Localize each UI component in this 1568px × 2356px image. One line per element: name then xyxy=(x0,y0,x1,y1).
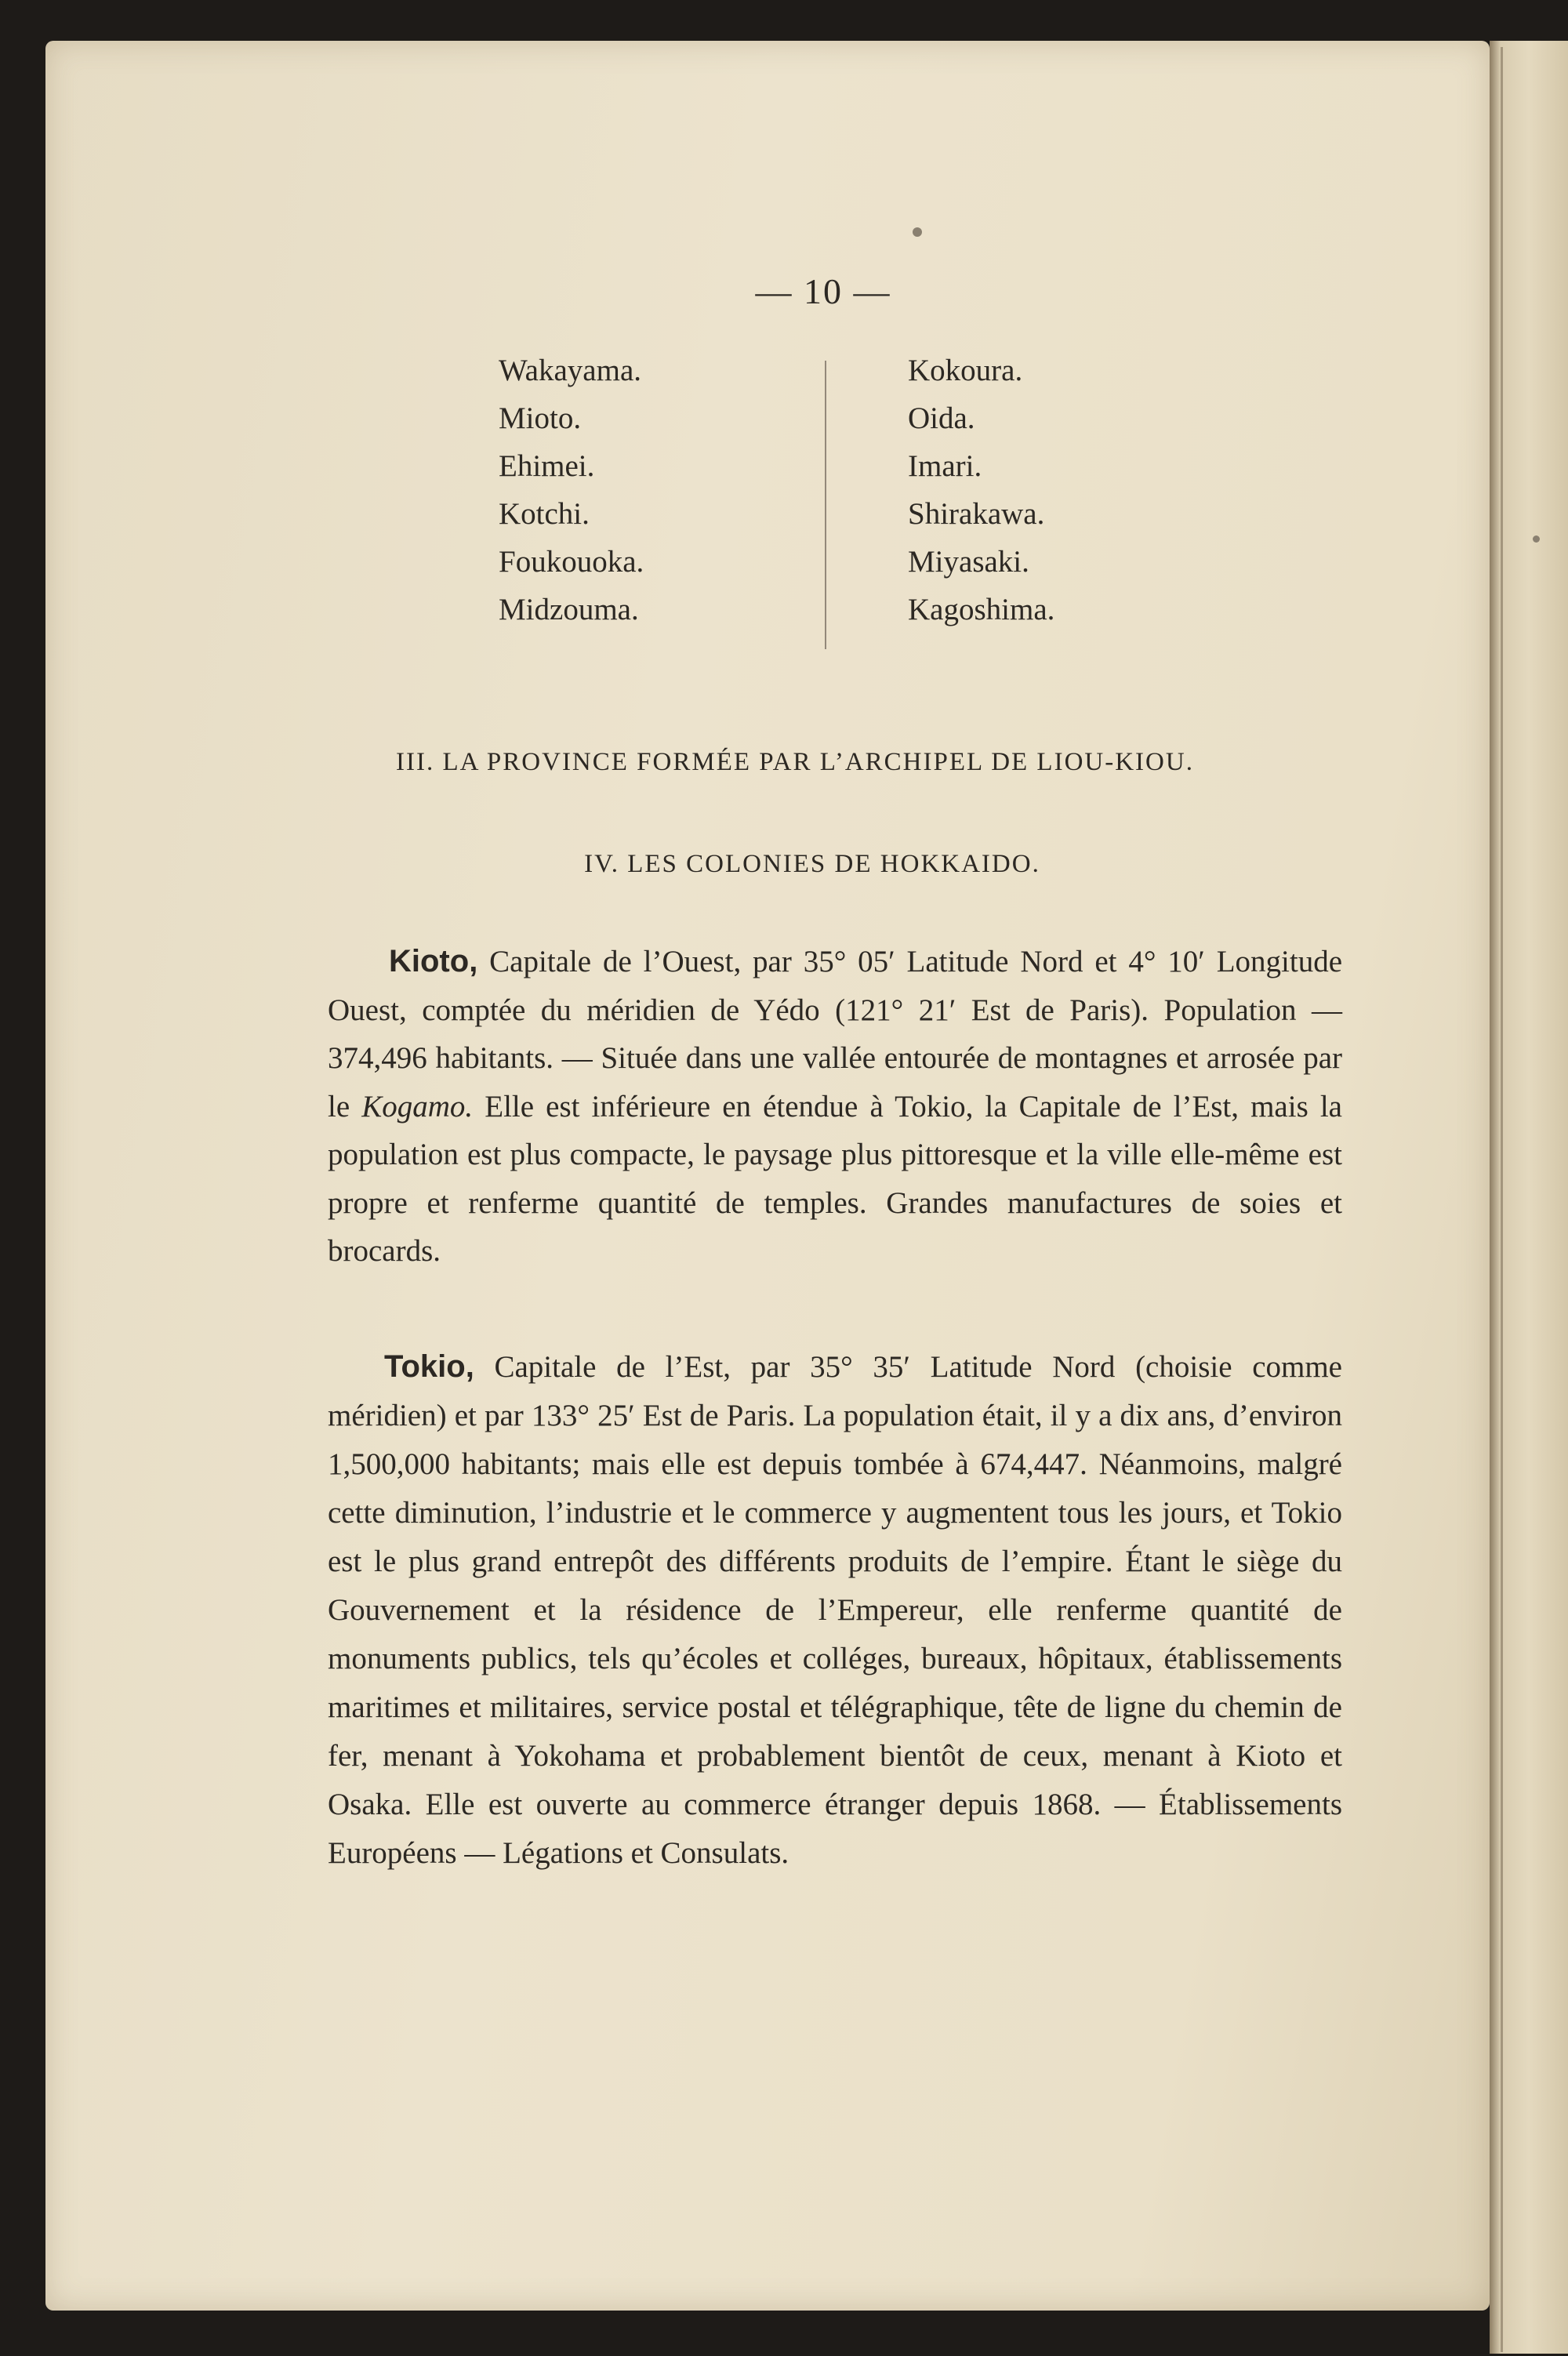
list-item: Kokoura. xyxy=(908,354,1023,387)
paragraph-text: Elle est inférieure en étendue à Tokio, la Capitale de l’Est, mais la population est plus compacte, le paysage plus pittoresque et la ville elle-même est propre et renferme quantité de temples. Grandes manufactures de soies et brocards. xyxy=(328,1089,1342,1268)
ink-speck xyxy=(913,227,922,237)
column-divider xyxy=(825,361,826,649)
paragraph-lead-kioto: Kioto, xyxy=(389,944,478,978)
page-number: — 10 — xyxy=(755,271,891,311)
paragraph-lead-tokio: Tokio, xyxy=(384,1349,474,1384)
list-item: Shirakawa. xyxy=(908,497,1045,531)
page-edge-shadow xyxy=(1501,47,1503,2352)
paragraph-kioto xyxy=(328,938,1342,1276)
list-item: Midzouma. xyxy=(499,593,639,626)
list-item: Wakayama. xyxy=(499,354,642,387)
list-item: Kagoshima. xyxy=(908,593,1055,626)
paragraph-text: Capitale de l’Ouest, par 35° 05′ Latitude Nord et 4° 10′ Longitude Ouest, comptée du méridien de Yédo (121° 21′ Est de Paris). Population — 374,496 habitants. — Située dans une vallée entourée de montagnes et arrosée par le xyxy=(328,945,1342,1124)
list-item: Kotchi. xyxy=(499,497,590,531)
ink-speck xyxy=(1533,535,1540,543)
prefecture-list-left xyxy=(499,347,644,633)
list-item: Miyasaki. xyxy=(908,545,1029,579)
list-item: Mioto. xyxy=(499,401,582,435)
list-item: Imari. xyxy=(908,449,982,483)
river-name: Kogamo. xyxy=(361,1089,474,1124)
list-item: Oida. xyxy=(908,401,975,435)
paragraph-tokio xyxy=(328,1342,1342,1878)
section-heading-liou-kiou: III. LA PROVINCE FORMÉE PAR L’ARCHIPEL DE LIOU-KIOU. xyxy=(396,748,1194,776)
list-item: Ehimei. xyxy=(499,449,595,483)
prefecture-list-right xyxy=(908,347,1054,633)
list-item: Foukouoka. xyxy=(499,545,644,579)
paragraph-text: Capitale de l’Est, par 35° 35′ Latitude Nord (choisie comme méridien) et par 133° 25′ Est de Paris. La population était, il y a dix ans, d’environ 1,500,000 habitants; mais elle est depuis tombée à 674,447. Néanmoins, malgré cette diminution, l’industrie et le commerce y augmentent tous les jours, et Tokio est le plus grand entrepôt des différents produits de l’empire. Étant le siège du Gouvernement et la résidence de l’Empereur, elle renferme quantité de monuments publics, tels qu’écoles et colléges, bureaux, hôpitaux, établissements maritimes et militaires, service postal et télégraphique, tête de ligne du chemin de fer, menant à Yokohama et probablement bientôt de ceux, menant à Kioto et Osaka. Elle est ouverte au commerce étranger depuis 1868. — Établissements Européens — Légations et Consulats. xyxy=(328,1350,1342,1870)
section-heading-hokkaido: IV. LES COLONIES DE HOKKAIDO. xyxy=(584,850,1040,878)
